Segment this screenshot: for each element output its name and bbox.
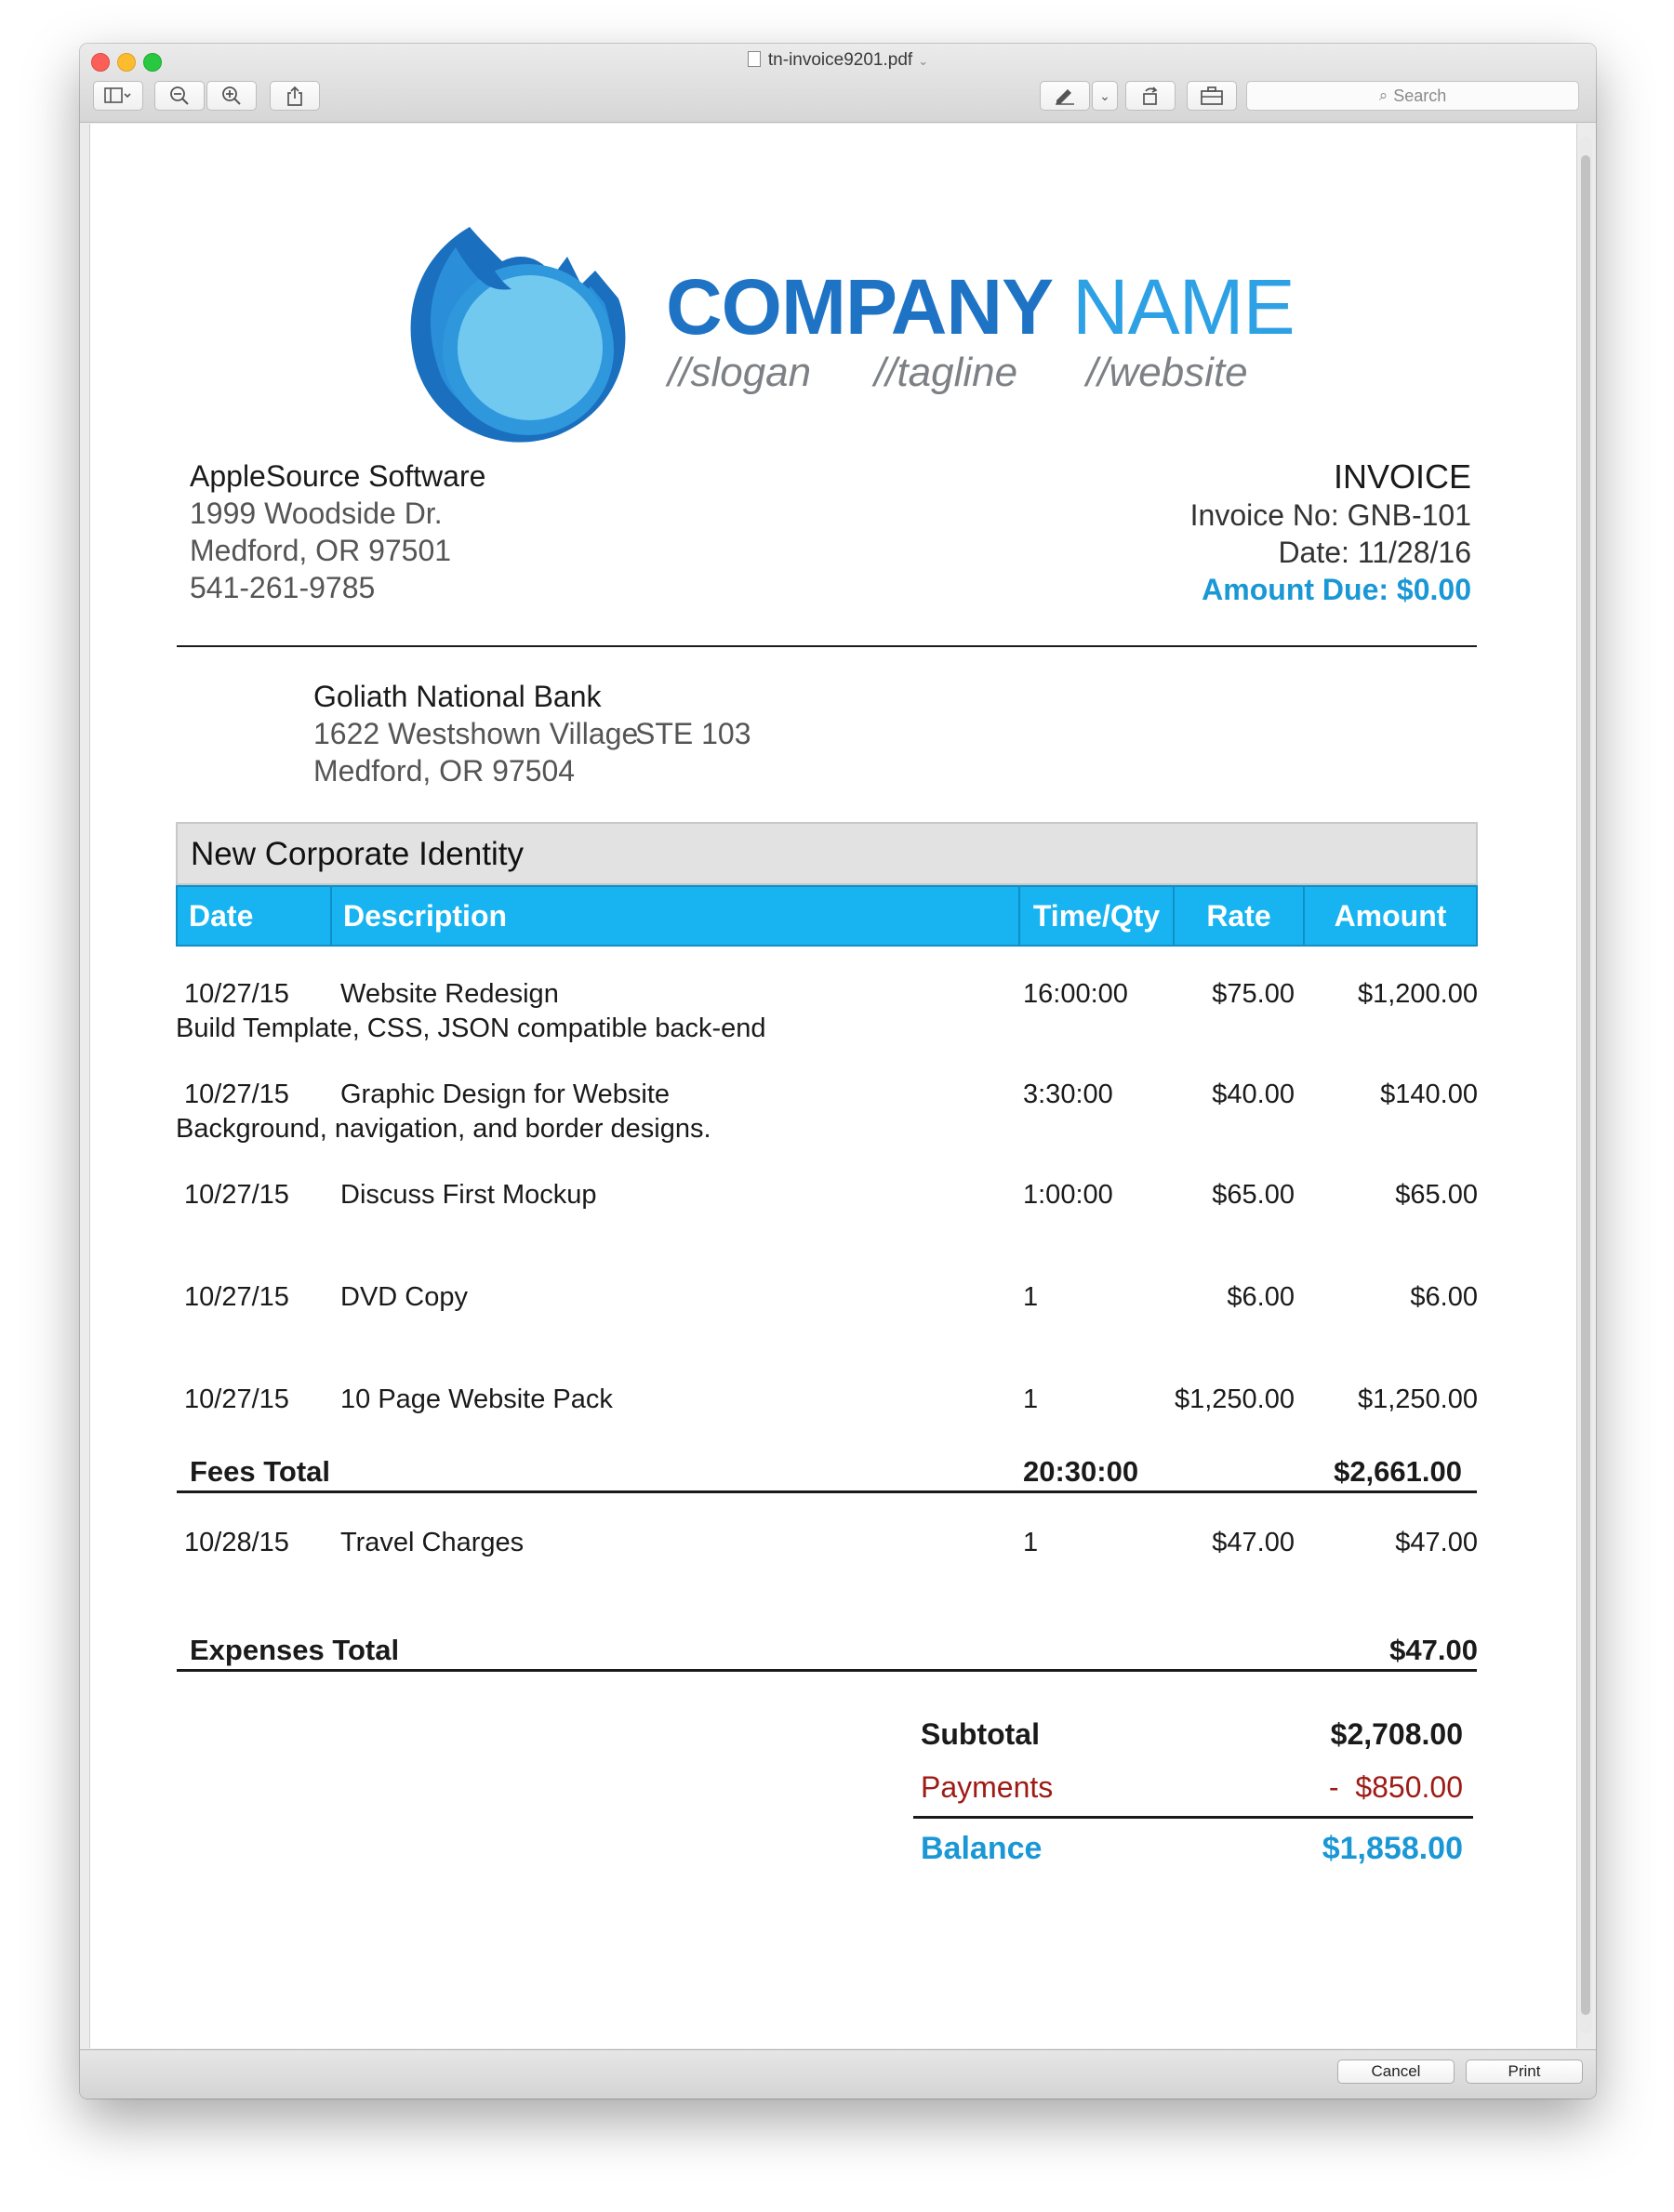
recipient-suite: STE 103 [635, 717, 751, 750]
item-date: 10/27/15 [184, 1180, 289, 1210]
subtotal-label: Subtotal [921, 1717, 1040, 1751]
item-rate: $1,250.00 [1174, 1384, 1295, 1414]
item-amount: $65.00 [1395, 1180, 1478, 1210]
item-amount: $1,250.00 [1357, 1384, 1478, 1414]
sidebar-icon [104, 87, 132, 104]
item-qty: 16:00:00 [1023, 979, 1128, 1009]
company-name [666, 262, 1295, 352]
zoom-in-icon [221, 86, 242, 106]
amount-due: Amount Due: $0.00 [1202, 573, 1471, 606]
sender-phone: 541-261-9785 [190, 571, 376, 604]
expenses-total-label: Expenses Total [190, 1634, 400, 1666]
fees-total-label: Fees Total [190, 1455, 331, 1488]
column-header-amount: Amount [1303, 887, 1476, 945]
item-amount: $6.00 [1410, 1282, 1478, 1312]
expense-qty: 1 [1023, 1528, 1039, 1557]
cancel-button[interactable]: Cancel [1337, 2060, 1455, 2084]
title-bar [80, 44, 1596, 123]
sender-address-line1: 1999 Woodside Dr. [190, 497, 443, 530]
fees-total-divider [177, 1490, 1477, 1493]
chevron-down-icon: ⌄ [1099, 87, 1110, 103]
pen-icon [1054, 86, 1076, 105]
item-qty: 1:00:00 [1023, 1180, 1113, 1210]
markup-button[interactable] [1040, 81, 1090, 111]
recipient-name: Goliath National Bank [313, 680, 602, 713]
item-description: DVD Copy [340, 1282, 468, 1312]
expense-description: Travel Charges [340, 1528, 525, 1557]
share-button[interactable] [270, 81, 320, 111]
print-button[interactable]: Print [1466, 2060, 1583, 2084]
summary-divider [913, 1816, 1473, 1819]
project-title: New Corporate Identity [191, 836, 524, 872]
invoice-title: INVOICE [1333, 457, 1471, 496]
vertical-scrollbar[interactable] [1579, 137, 1592, 2033]
column-header-description: Description [330, 887, 1009, 945]
item-description: Graphic Design for Website [340, 1080, 671, 1109]
item-amount: $140.00 [1380, 1080, 1478, 1109]
item-date: 10/27/15 [184, 1384, 289, 1414]
invoice-date: Date: 11/28/16 [1278, 536, 1471, 569]
expense-rate: $47.00 [1212, 1528, 1295, 1557]
logo-slogan: //slogan [668, 350, 812, 395]
item-rate: $40.00 [1212, 1080, 1295, 1109]
project-title-band [176, 822, 1478, 885]
item-qty: 1 [1023, 1282, 1039, 1312]
pdf-file-icon [748, 51, 761, 67]
toolbox-button[interactable] [1187, 81, 1237, 111]
search-field[interactable] [1246, 81, 1579, 111]
column-header-date: Date [189, 899, 254, 933]
item-amount: $1,200.00 [1357, 979, 1478, 1009]
scrollbar-thumb[interactable] [1581, 155, 1590, 2015]
sender-name: AppleSource Software [190, 459, 486, 493]
sender-address-line2: Medford, OR 97501 [190, 534, 452, 567]
sidebar-toggle-button[interactable] [93, 81, 143, 111]
item-qty: 1 [1023, 1384, 1039, 1414]
item-description: Discuss First Mockup [340, 1180, 597, 1210]
balance-amount: $1,858.00 [1322, 1831, 1463, 1866]
recipient-address-line2: Medford, OR 97504 [313, 754, 576, 788]
logo-website: //website [1086, 350, 1248, 395]
expense-date: 10/28/15 [184, 1528, 289, 1557]
column-header-rate: Rate [1173, 887, 1303, 945]
pdf-page [89, 124, 1577, 2048]
markup-menu-button[interactable] [1092, 81, 1118, 111]
logo-tagline: //tagline [874, 350, 1018, 395]
payments-label: Payments [921, 1770, 1054, 1804]
rotate-button[interactable] [1125, 81, 1176, 111]
invoice-number: Invoice No: GNB-101 [1189, 498, 1471, 532]
item-rate: $75.00 [1212, 979, 1295, 1009]
item-rate: $6.00 [1227, 1282, 1295, 1312]
expense-amount: $47.00 [1395, 1528, 1478, 1557]
recipient-address-line1: 1622 Westshown Village [313, 717, 639, 750]
rotate-icon [1140, 86, 1161, 106]
company-name-bold: COMPANY [666, 263, 1052, 351]
column-header-qty: Time/Qty [1018, 887, 1173, 945]
item-note: Build Template, CSS, JSON compatible back-end [176, 1013, 766, 1043]
item-date: 10/27/15 [184, 1080, 289, 1109]
item-rate: $65.00 [1212, 1180, 1295, 1210]
zoom-in-button[interactable] [206, 81, 257, 111]
search-placeholder: Search [1393, 86, 1447, 105]
toolbox-icon [1200, 86, 1224, 106]
search-icon: ⌕ [1378, 86, 1388, 104]
expenses-total-amount: $47.00 [1389, 1634, 1478, 1666]
item-qty: 3:30:00 [1023, 1080, 1113, 1109]
payments-amount: - $850.00 [1328, 1770, 1463, 1804]
document-title[interactable] [80, 50, 1596, 71]
expenses-total-divider [177, 1669, 1477, 1672]
zoom-out-button[interactable] [154, 81, 205, 111]
line-items-header [176, 885, 1478, 947]
item-note: Background, navigation, and border designs. [176, 1114, 711, 1144]
share-icon [286, 86, 304, 106]
zoom-out-icon [169, 86, 190, 106]
item-date: 10/27/15 [184, 1282, 289, 1312]
item-description: 10 Page Website Pack [340, 1384, 613, 1414]
fees-total-qty: 20:30:00 [1023, 1455, 1139, 1488]
balance-label: Balance [921, 1831, 1043, 1866]
item-description: Website Redesign [340, 979, 559, 1009]
print-bottom-bar [80, 2049, 1596, 2099]
header-divider [177, 645, 1477, 647]
company-logo-icon [400, 219, 642, 454]
item-date: 10/27/15 [184, 979, 289, 1009]
document-title-label: tn-invoice9201.pdf [767, 50, 913, 70]
fees-total-amount: $2,661.00 [1334, 1455, 1462, 1488]
company-name-light: NAME [1071, 263, 1295, 351]
subtotal-amount: $2,708.00 [1330, 1717, 1463, 1751]
chevron-down-icon: ⌄ [918, 54, 929, 68]
